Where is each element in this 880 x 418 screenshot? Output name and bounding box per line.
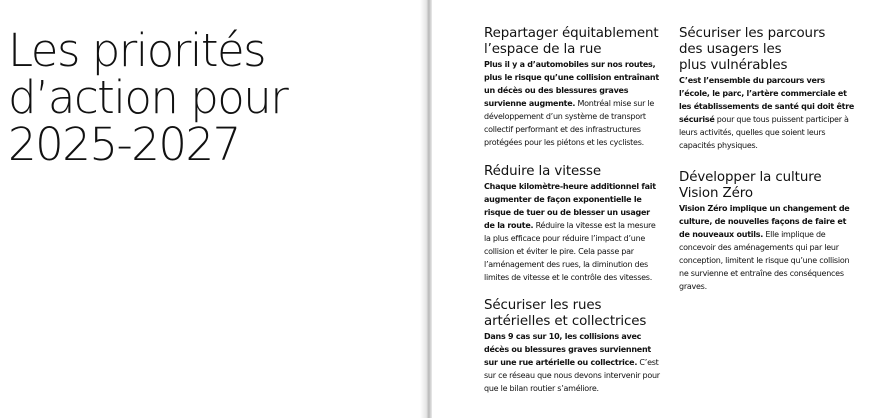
section-heading-line: artérielles et collectrices: [484, 314, 647, 329]
section-body: [484, 180, 662, 284]
priority-section-5: [679, 170, 857, 293]
section-heading-line: Vision Zéro: [679, 186, 753, 201]
priority-section-2: [484, 164, 662, 284]
section-heading-line: Sécuriser les parcours: [679, 26, 826, 41]
section-body: [484, 330, 662, 395]
section-body: [484, 58, 662, 149]
section-lead: C’est l’ensemble du parcours vers l’école, le parc, l’artère commerciale et les établissements de santé qui doit être sécurisé: [679, 76, 855, 124]
section-text: C’est sur ce réseau que nous devons intervenir pour que le bilan routier s’améliore.: [484, 358, 660, 393]
section-heading-line: Développer la culture: [679, 170, 822, 185]
section-heading: [679, 26, 857, 74]
page-title-line: 2025-2027: [8, 118, 240, 171]
priority-section-3: [484, 298, 662, 395]
section-lead: Plus il y a d’automobiles sur nos routes, plus le risque qu’une collision entraînant un décès ou des blessures graves survienne augmente.: [484, 60, 659, 108]
section-heading: [484, 298, 662, 330]
section-text: Elle implique de concevoir des aménagements qui par leur conception, limitent le risque qu’une collision ne survienne et entraîne des conséquences graves.: [679, 230, 850, 291]
page-title: [8, 24, 408, 171]
section-text: pour que tous puissent participer à leurs activités, quelles que soient leurs capacités physiques.: [679, 115, 849, 150]
priority-section-1: [484, 26, 662, 149]
section-heading-line: Sécuriser les rues: [484, 298, 602, 313]
section-heading-line: plus vulnérables: [679, 58, 788, 73]
section-heading: [679, 170, 857, 202]
left-page: [0, 0, 424, 418]
section-body: [679, 202, 857, 293]
priority-section-4: [679, 26, 857, 152]
page-title-line: d’action pour: [8, 71, 288, 124]
section-heading-line: Réduire la vitesse: [484, 164, 602, 179]
section-text: Réduire la vitesse est la mesure la plus efficace pour réduire l’impact d’une collision et éviter le pire. Cela passe par l’aménagement des rues, la diminution des limites de vitesse et le contrôle des vitesses.: [484, 221, 656, 282]
section-text: Montréal mise sur le développement d’un système de transport collectif performant et des infrastructures protégées pour les piétons et les cyclistes.: [484, 99, 655, 147]
section-body: [679, 74, 857, 152]
section-lead: Vision Zéro implique un changement de culture, de nouvelles façons de faire et de nouveaux outils.: [679, 204, 850, 239]
section-heading: [484, 26, 662, 58]
section-lead: Chaque kilomètre-heure additionnel fait augmenter de façon exponentielle le risque de tuer ou de blesser un usager de la route.: [484, 182, 656, 230]
page-title-line: Les priorités: [8, 24, 266, 77]
section-heading-line: Repartager équitablement: [484, 26, 659, 41]
section-heading-line: des usagers les: [679, 42, 782, 57]
section-heading: [484, 164, 662, 180]
section-heading-line: l’espace de la rue: [484, 42, 602, 57]
section-lead: Dans 9 cas sur 10, les collisions avec décès ou blessures graves surviennent sur une rue artérielle ou collectrice.: [484, 332, 652, 367]
